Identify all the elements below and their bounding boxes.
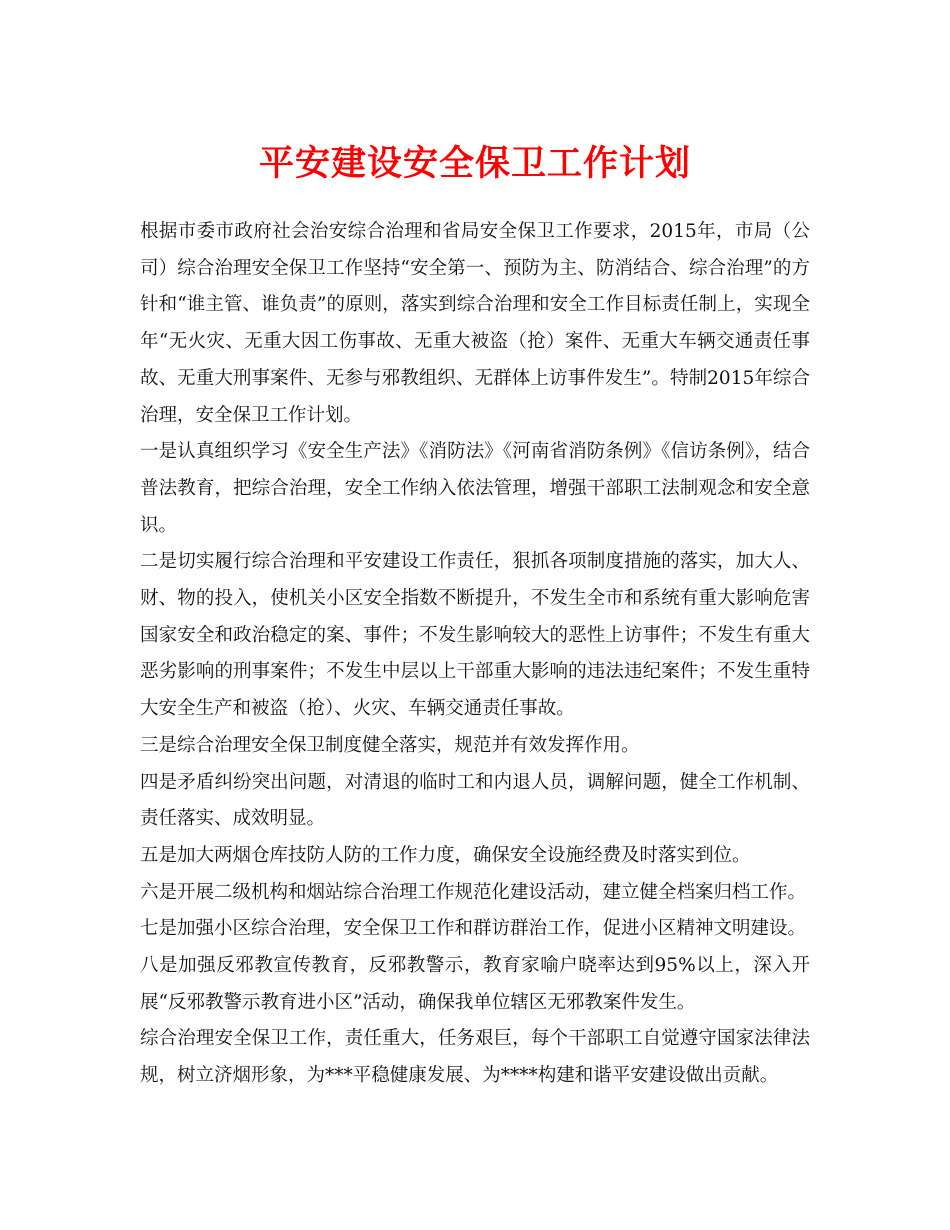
paragraph-item-5: 五是加大两烟仓库技防人防的工作力度，确保安全设施经费及时落实到位。 — [140, 844, 751, 866]
paragraph-item-7: 七是加强小区综合治理，安全保卫工作和群访群治工作，促进小区精神文明建设。 — [140, 918, 807, 940]
document-title: 平安建设安全保卫工作计划 — [258, 143, 691, 184]
paragraph-item-2: 二是切实履行综合治理和平安建设工作责任，狠抓各项制度措施的落实，加大人、财、物的投入，使机关小区安全指数不断提升，不发生全市和系统有重大影响危害国家安全和政治稳定的案、事件；不发生影响较大的恶性上访事件；不发生有重大恶劣影响的刑事案件；不发生中层以上干部重大影响的违法违纪案件；不发生重特大安全生产和被盗（抢）、火灾、车辆交通责任事故。 — [140, 551, 810, 720]
paragraph-item-6: 六是开展二级机构和烟站综合治理工作规范化建设活动，建立健全档案归档工作。 — [140, 881, 807, 903]
paragraph-item-3: 三是综合治理安全保卫制度健全落实，规范并有效发挥作用。 — [140, 734, 640, 756]
document-body — [140, 214, 810, 1095]
paragraph-item-8: 八是加强反邪教宣传教育，反邪教警示，教育家喻户晓率达到95%以上，深入开展“反邪教警示教育进小区”活动，确保我单位辖区无邪教案件发生。 — [140, 955, 810, 1013]
paragraph-intro: 根据市委市政府社会治安综合治理和省局安全保卫工作要求，2015年，市局（公司）综合治理安全保卫工作坚持“安全第一、预防为主、防消结合、综合治理”的方针和“谁主管、谁负责”的原则，落实到综合治理和安全工作目标责任制上，实现全年“无火灾、无重大因工伤事故、无重大被盗（抢）案件、无重大车辆交通责任事故、无重大刑事案件、无参与邪教组织、无群体上访事件发生”。特制2015年综合治理，安全保卫工作计划。 — [140, 221, 810, 426]
paragraph-item-4: 四是矛盾纠纷突出问题，对清退的临时工和内退人员，调解问题，健全工作机制、责任落实、成效明显。 — [140, 771, 810, 830]
paragraph-conclusion: 综合治理安全保卫工作，责任重大，任务艰巨，每个干部职工自觉遵守国家法律法规，树立济烟形象，为***平稳健康发展、为****构建和谐平安建设做出贡献。 — [140, 1028, 810, 1087]
paragraph-item-1: 一是认真组织学习《安全生产法》《消防法》《河南省消防条例》《信访条例》，结合普法教育，把综合治理，安全工作纳入依法管理，增强干部职工法制观念和安全意识。 — [140, 441, 810, 536]
